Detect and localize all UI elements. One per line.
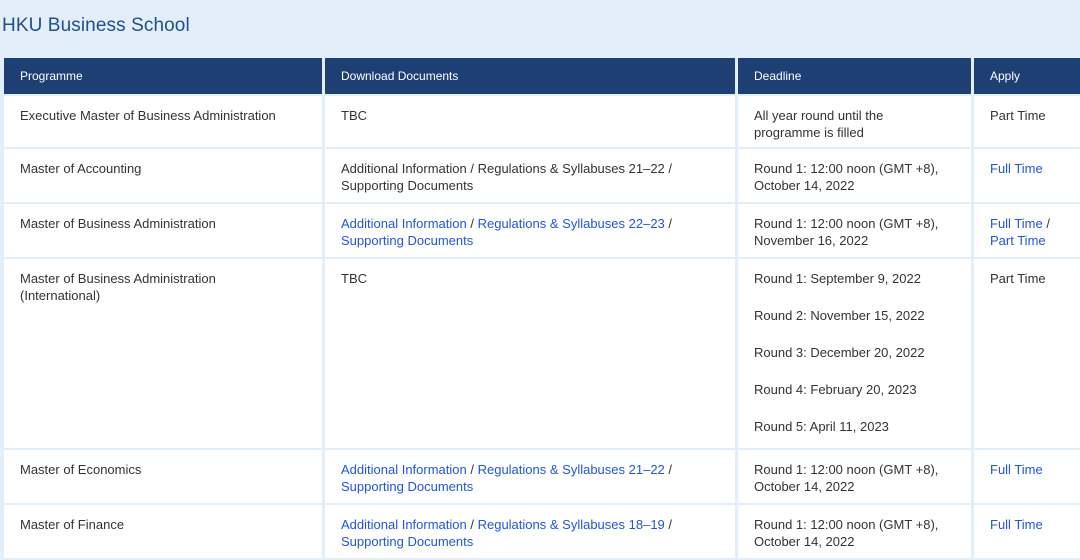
doc-separator: / xyxy=(664,517,673,532)
apply-cell xyxy=(974,450,1080,505)
doc-supporting-documents: Supporting Documents xyxy=(341,178,474,193)
table-row xyxy=(4,204,1080,259)
deadline-cell xyxy=(738,94,974,149)
table-header-row xyxy=(4,58,1080,94)
doc-regulations-syllabuses-link[interactable]: Regulations & Syllabuses 21–22 xyxy=(477,462,665,477)
column-header-deadline: Deadline xyxy=(738,58,974,94)
doc-additional-information-link[interactable]: Additional Information xyxy=(341,216,467,231)
doc-separator: / xyxy=(466,517,478,532)
deadline-text: October 14, 2022 xyxy=(754,178,855,193)
doc-separator: / xyxy=(664,462,673,477)
doc-additional-information-link[interactable]: Additional Information xyxy=(341,517,467,532)
programme-name: Master of Accounting xyxy=(20,161,142,176)
documents-text: TBC xyxy=(341,271,367,286)
programme-name: Master of Business Administration xyxy=(20,216,216,231)
apply-full-time-link[interactable]: Full Time xyxy=(990,462,1043,477)
doc-separator: / xyxy=(664,216,673,231)
apply-cell xyxy=(974,204,1080,259)
apply-text: Part Time xyxy=(990,271,1046,286)
deadline-text: Round 1: 12:00 noon (GMT +8), xyxy=(754,161,939,176)
deadline-cell xyxy=(738,505,974,560)
programme-cell xyxy=(4,259,325,450)
deadline-round-1: Round 1: September 9, 2022 xyxy=(754,271,921,286)
page-title: HKU Business School xyxy=(2,15,190,36)
doc-separator: / xyxy=(664,161,673,176)
programme-cell xyxy=(4,94,325,149)
deadline-text: programme is filled xyxy=(754,125,864,140)
doc-additional-information: Additional Information xyxy=(341,161,467,176)
deadline-cell xyxy=(738,149,974,204)
documents-cell xyxy=(325,450,738,505)
apply-cell xyxy=(974,94,1080,149)
programmes-table xyxy=(4,58,1080,560)
apply-separator: / xyxy=(1042,216,1050,231)
table-row xyxy=(4,259,1080,450)
table-row xyxy=(4,450,1080,505)
programme-name-suffix: (International) xyxy=(20,288,101,303)
doc-regulations-syllabuses-link[interactable]: Regulations & Syllabuses 22–23 xyxy=(477,216,665,231)
deadline-text: Round 1: 12:00 noon (GMT +8), xyxy=(754,216,939,231)
documents-cell xyxy=(325,94,738,149)
apply-part-time-link[interactable]: Part Time xyxy=(990,233,1046,248)
deadline-cell xyxy=(738,204,974,259)
doc-supporting-documents-link[interactable]: Supporting Documents xyxy=(341,233,474,248)
deadline-text: October 14, 2022 xyxy=(754,534,855,549)
deadline-text: All year round until the xyxy=(754,108,884,123)
programme-name: Master of Business Administration xyxy=(20,271,216,286)
apply-cell xyxy=(974,259,1080,450)
doc-regulations-syllabuses: Regulations & Syllabuses 21–22 xyxy=(477,161,665,176)
deadline-round-5: Round 5: April 11, 2023 xyxy=(754,419,889,434)
programme-name: Master of Economics xyxy=(20,462,142,477)
apply-full-time-link[interactable]: Full Time xyxy=(990,517,1043,532)
doc-regulations-syllabuses-link[interactable]: Regulations & Syllabuses 18–19 xyxy=(477,517,665,532)
deadline-text: October 14, 2022 xyxy=(754,479,855,494)
doc-separator: / xyxy=(466,462,478,477)
doc-supporting-documents-link[interactable]: Supporting Documents xyxy=(341,534,474,549)
doc-separator: / xyxy=(466,161,478,176)
doc-supporting-documents-link[interactable]: Supporting Documents xyxy=(341,479,474,494)
deadline-text: November 16, 2022 xyxy=(754,233,869,248)
documents-cell xyxy=(325,505,738,560)
programme-cell xyxy=(4,450,325,505)
deadline-cell xyxy=(738,259,974,450)
apply-full-time-link[interactable]: Full Time xyxy=(990,216,1043,231)
deadline-round-2: Round 2: November 15, 2022 xyxy=(754,308,925,323)
doc-separator: / xyxy=(466,216,478,231)
apply-cell xyxy=(974,149,1080,204)
deadline-round-4: Round 4: February 20, 2023 xyxy=(754,382,917,397)
column-header-documents: Download Documents xyxy=(325,58,738,94)
documents-text: TBC xyxy=(341,108,367,123)
column-header-programme: Programme xyxy=(4,58,325,94)
programme-cell xyxy=(4,505,325,560)
deadline-round-3: Round 3: December 20, 2022 xyxy=(754,345,925,360)
doc-additional-information-link[interactable]: Additional Information xyxy=(341,462,467,477)
programme-cell xyxy=(4,149,325,204)
apply-text: Part Time xyxy=(990,108,1046,123)
documents-cell xyxy=(325,149,738,204)
table-row xyxy=(4,94,1080,149)
deadline-rounds xyxy=(754,270,955,448)
apply-full-time-link[interactable]: Full Time xyxy=(990,161,1043,176)
table-row xyxy=(4,149,1080,204)
deadline-text: Round 1: 12:00 noon (GMT +8), xyxy=(754,517,939,532)
documents-cell xyxy=(325,259,738,450)
column-header-apply: Apply xyxy=(974,58,1080,94)
deadline-cell xyxy=(738,450,974,505)
programme-cell xyxy=(4,204,325,259)
programme-name: Master of Finance xyxy=(20,517,125,532)
programme-name: Executive Master of Business Administration xyxy=(20,108,276,123)
documents-cell xyxy=(325,204,738,259)
deadline-text: Round 1: 12:00 noon (GMT +8), xyxy=(754,462,939,477)
apply-cell xyxy=(974,505,1080,560)
table-row xyxy=(4,505,1080,560)
